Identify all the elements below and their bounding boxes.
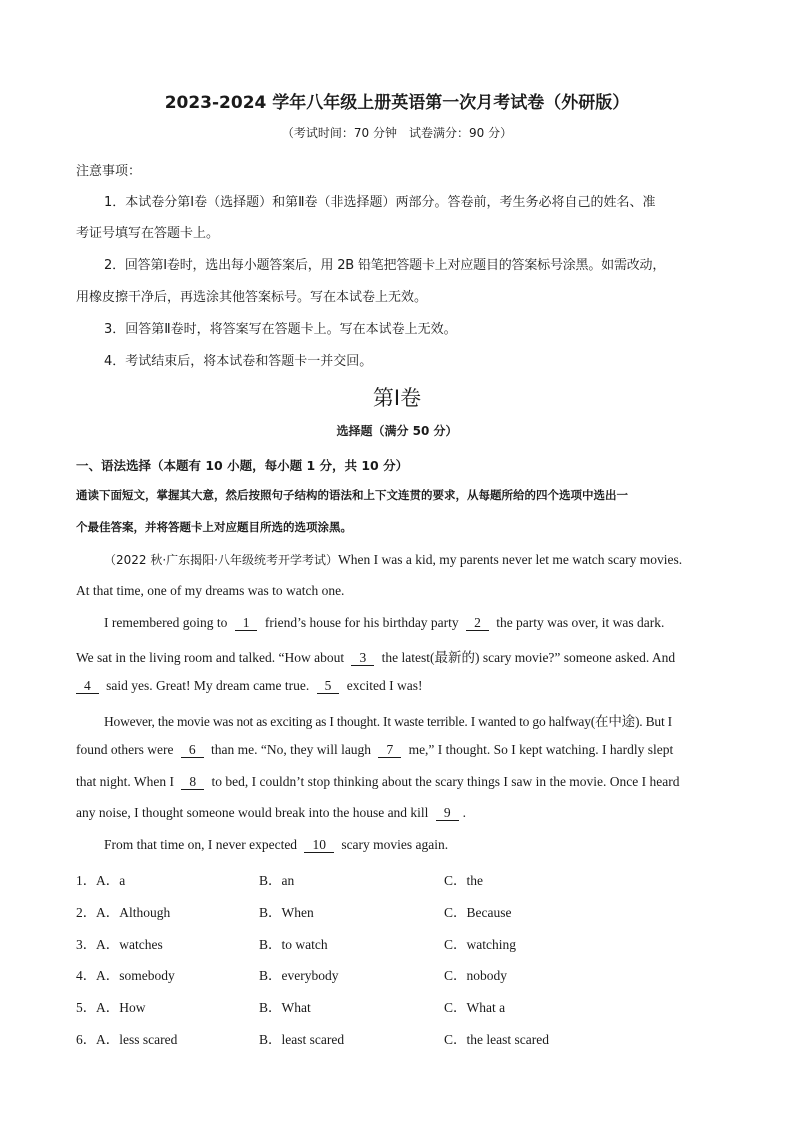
notice-item-2-line-1: 2．回答第Ⅰ卷时，选出每小题答案后，用 2B 铅笔把答题卡上对应题目的答案标号涂黑。如需改动， [104, 258, 666, 273]
choice-section-title: 选择题（满分 50 分） [336, 424, 458, 438]
passage-line-1 [104, 551, 682, 568]
passage-text: We sat in the living room and talked. “How about [76, 650, 345, 665]
blank-10: 10 [304, 838, 334, 853]
option-c: C．watching [444, 937, 516, 952]
blank-1: 1 [235, 616, 258, 631]
passage-text: to bed, I couldn’t stop thinking about the scary things I saw in the movie. Once I heard [211, 774, 680, 789]
passage-text: I remembered going to [104, 615, 228, 630]
passage-line-7 [76, 742, 673, 758]
notice-item-1-line-2: 考证号填写在答题卡上。 [76, 226, 220, 241]
passage-text: found others were [76, 742, 174, 757]
passage-line-5 [76, 678, 423, 694]
option-b: B．What [259, 1000, 311, 1015]
option-b: B．least scared [259, 1032, 345, 1047]
blank-6: 6 [181, 743, 204, 758]
passage-text: From that time on, I never expected [104, 837, 298, 852]
passage-line-6: However, the movie was not as exciting as I thought. It waste terrible. I wanted to go halfway(在中途). But I [104, 714, 672, 729]
passage-text: me,” I thought. So I kept watching. I hardly slept [408, 742, 674, 757]
passage-text: friend’s house for his birthday party [264, 615, 459, 630]
blank-4: 4 [76, 679, 99, 694]
question-number: 1． [76, 873, 97, 888]
section-instructions-line-1: 通读下面短文，掌握其大意，然后按照句子结构的语法和上下文连贯的要求，从每题所给的四个选项中选出一 [76, 488, 628, 502]
passage-text: than me. “No, they will laugh [210, 742, 372, 757]
notice-heading: 注意事项： [76, 164, 142, 179]
passage-line-3 [104, 615, 664, 631]
passage-text: . [462, 805, 466, 820]
passage-line-2: At that time, one of my dreams was to watch one. [76, 583, 345, 598]
passage-line-10 [104, 837, 448, 853]
passage-line-4 [76, 646, 675, 666]
passage-text: said yes. Great! My dream came true. [106, 678, 310, 693]
section-heading: 一、语法选择（本题有 10 小题，每小题 1 分，共 10 分） [76, 458, 409, 473]
option-a: A．somebody [96, 968, 175, 983]
notice-item-3: 3．回答第Ⅱ卷时，将答案写在答题卡上。写在本试卷上无效。 [104, 322, 457, 337]
option-b: B．When [259, 905, 314, 920]
option-c: C．the least scared [444, 1032, 549, 1047]
option-a: A．less scared [96, 1032, 178, 1047]
option-b: B．everybody [259, 968, 339, 983]
passage-text: scary movies again. [341, 837, 449, 852]
passage-text: the latest(最新的) scary movie?” someone asked. And [381, 650, 676, 665]
question-number: 3． [76, 937, 97, 952]
passage-line-9 [76, 805, 466, 821]
passage-source: （2022 秋·广东揭阳·八年级统考开学考试） [104, 553, 338, 567]
question-number: 5． [76, 1000, 97, 1015]
notice-item-1-line-1: 1．本试卷分第Ⅰ卷（选择题）和第Ⅱ卷（非选择题）两部分。答卷前，考生务必将自己的姓名、准 [104, 195, 656, 210]
option-a: A．How [96, 1000, 146, 1015]
blank-9: 9 [436, 806, 459, 821]
option-c: C．Because [444, 905, 512, 920]
option-b: B．an [259, 873, 295, 888]
passage-text: When I was a kid, my parents never let me watch scary movies. [337, 552, 683, 567]
page-title: 2023-2024 学年八年级上册英语第一次月考试卷（外研版） [164, 93, 630, 113]
blank-2: 2 [466, 616, 489, 631]
passage-text: the party was over, it was dark. [496, 615, 665, 630]
passage-text: any noise, I thought someone would break into the house and kill [76, 805, 429, 820]
section-instructions-line-2: 个最佳答案，并将答题卡上对应题目所选的选项涂黑。 [76, 520, 352, 534]
passage-text: excited I was! [346, 678, 423, 693]
blank-7: 7 [378, 743, 401, 758]
blank-3: 3 [351, 651, 374, 666]
passage-line-8 [76, 774, 680, 790]
blank-8: 8 [181, 775, 204, 790]
question-number: 6． [76, 1032, 97, 1047]
option-c: C．the [444, 873, 483, 888]
option-c: C．What a [444, 1000, 506, 1015]
notice-item-4: 4．考试结束后，将本试卷和答题卡一并交回。 [104, 354, 373, 369]
question-number: 2． [76, 905, 97, 920]
option-a: A．watches [96, 937, 163, 952]
passage-text: that night. When I [76, 774, 174, 789]
question-number: 4． [76, 968, 97, 983]
option-b: B．to watch [259, 937, 328, 952]
blank-5: 5 [317, 679, 340, 694]
option-a: A．Although [96, 905, 171, 920]
option-a: A．a [96, 873, 126, 888]
option-c: C．nobody [444, 968, 508, 983]
notice-item-2-line-2: 用橡皮擦干净后，再选涂其他答案标号。写在本试卷上无效。 [76, 290, 428, 305]
exam-info: （考试时间：70 分钟 试卷满分：90 分） [281, 126, 513, 140]
volume-title: 第Ⅰ卷 [372, 386, 422, 410]
